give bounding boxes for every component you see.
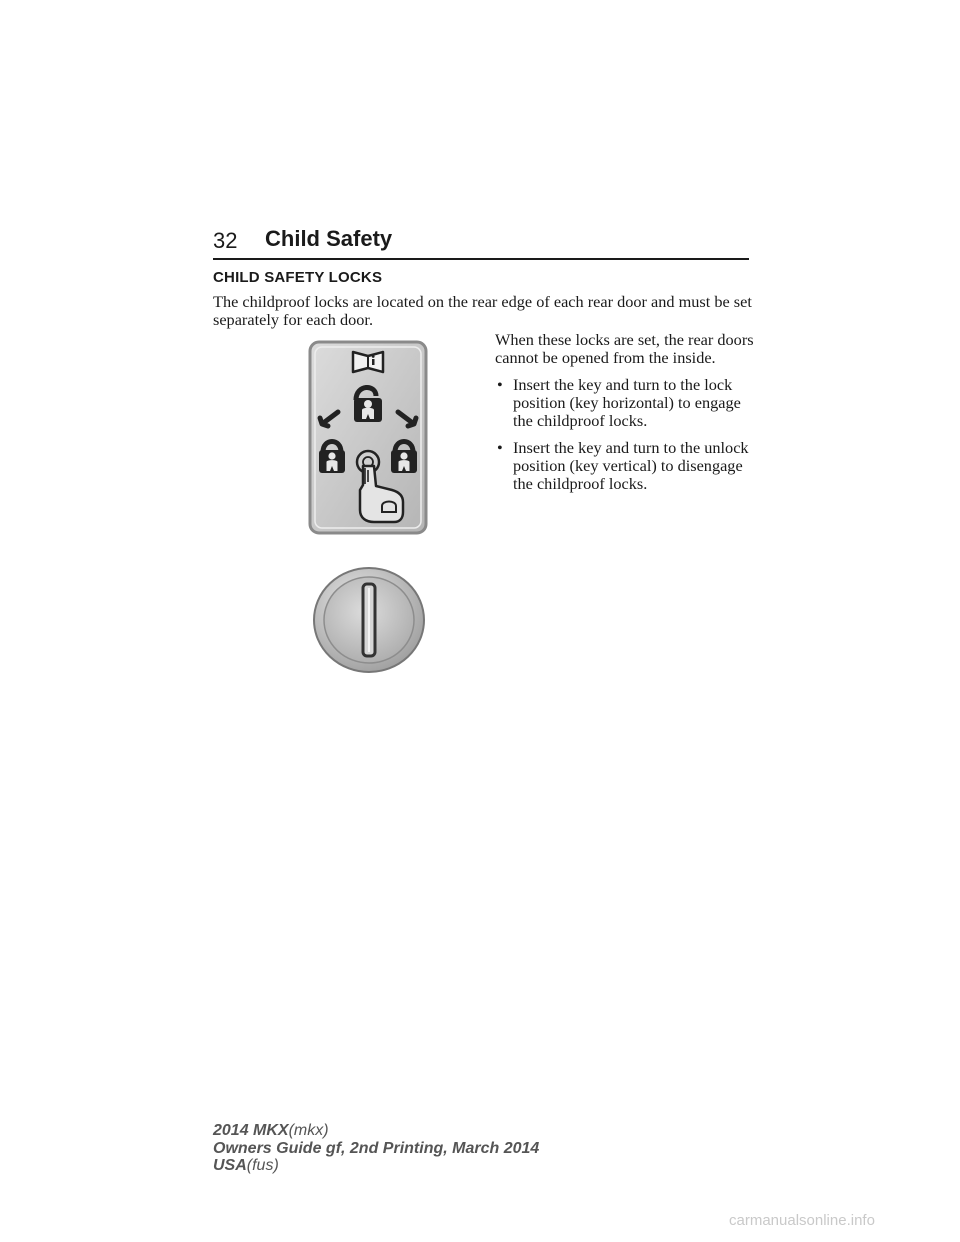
section-title: CHILD SAFETY LOCKS [213, 269, 383, 286]
page-footer [213, 1122, 539, 1175]
intro-paragraph: The childproof locks are located on the rear edge of each rear door and must be set separately for each door. [213, 292, 752, 329]
manual-book-icon [353, 352, 383, 372]
chapter-title: Child Safety [265, 226, 393, 251]
bullet-icon: • [497, 375, 503, 394]
instruction-list [495, 376, 755, 493]
instructions-column [495, 331, 755, 502]
lock-cylinder-icon [314, 568, 424, 672]
page-header [213, 228, 749, 261]
footer-line-2: Owners Guide gf, 2nd Printing, March 2014 [213, 1139, 540, 1157]
page-number: 32 [213, 228, 238, 253]
bullet-icon: • [497, 438, 503, 457]
lead-paragraph: When these locks are set, the rear doors cannot be opened from the inside. [495, 330, 754, 367]
child-lock-label-figure [308, 340, 428, 535]
footer-line-1: 2014 MKX(mkx) [213, 1122, 329, 1139]
list-item: • Insert the key and turn to the lock position (key horizontal) to engage the childproof locks. [497, 375, 741, 430]
lock-cylinder-figure [312, 566, 426, 674]
list-item: • Insert the key and turn to the unlock position (key vertical) to disengage the childproof locks. [497, 438, 749, 493]
watermark: carmanualsonline.info [729, 1212, 875, 1229]
header-rule [213, 258, 749, 260]
footer-line-3: USA(fus) [213, 1157, 279, 1174]
